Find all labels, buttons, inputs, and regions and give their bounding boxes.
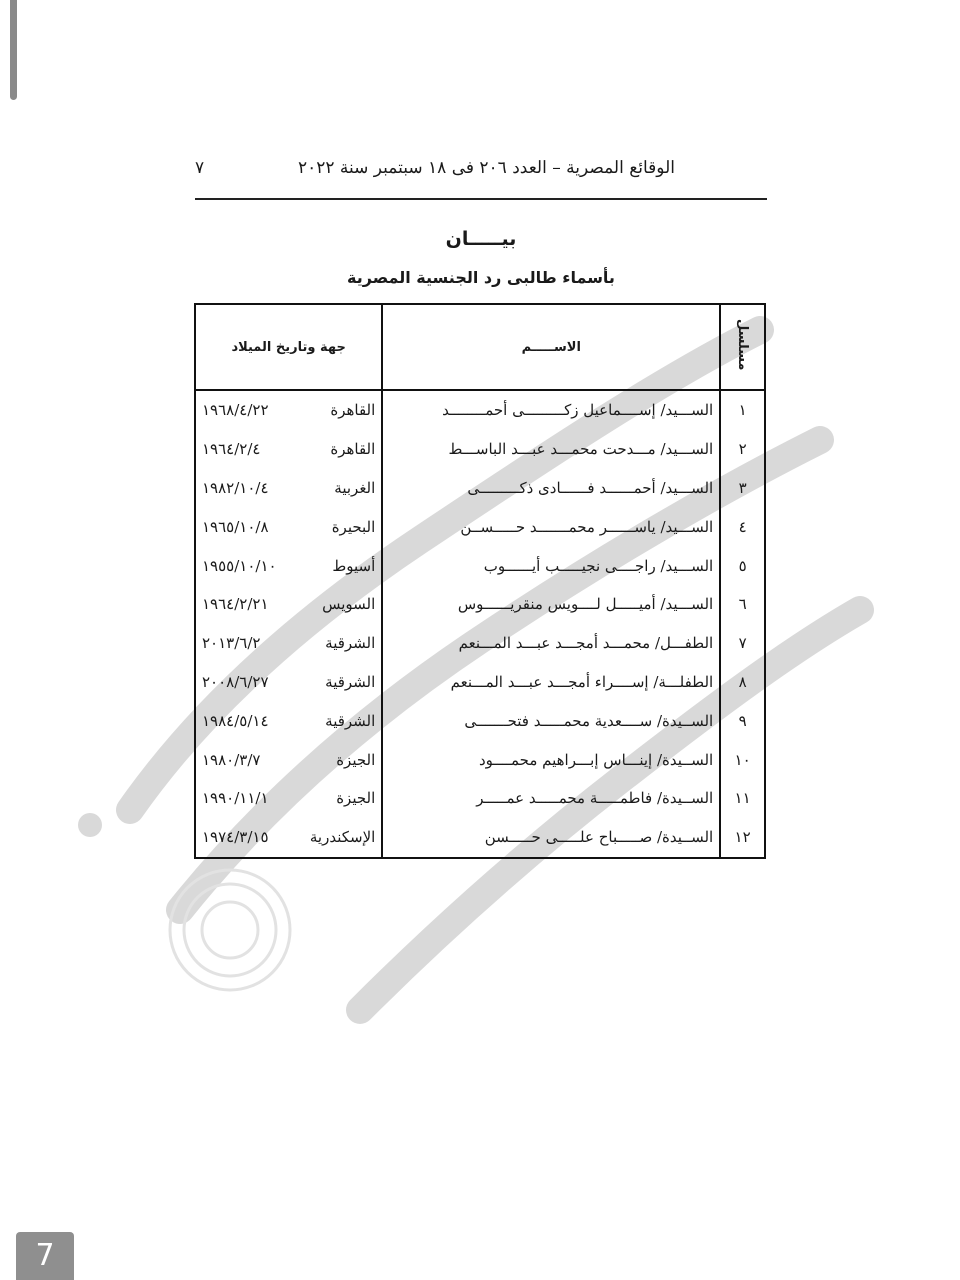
birth-cell [195, 663, 382, 702]
serial-cell: ٩ [720, 701, 765, 740]
table-row [195, 585, 765, 624]
name-cell: الطفلـــة/ إســــراء أمجـــد عبـــد المـــنعم [382, 663, 720, 702]
birth-date: ١٩٨٢/١٠/٤ [202, 478, 269, 497]
name-cell: الســـيد/ ياســــــر محمـــــــد حـــــســن [382, 507, 720, 546]
table-header-row [195, 304, 765, 390]
birth-date: ١٩٨٠/٣/٧ [202, 750, 261, 769]
birth-date: ١٩٦٥/١٠/٨ [202, 517, 269, 536]
serial-cell: ٨ [720, 663, 765, 702]
birth-date: ١٩٥٥/١٠/١٠ [202, 556, 277, 575]
serial-cell: ١٠ [720, 740, 765, 779]
birth-cell [195, 624, 382, 663]
birth-place: الجيزة [336, 789, 376, 808]
birth-date: ٢٠٠٨/٦/٢٧ [202, 672, 269, 691]
table-row [195, 663, 765, 702]
name-cell: الطفـــل/ محمـــد أمجـــد عبـــد المـــنعم [382, 624, 720, 663]
name-cell: الســيدة/ فاطمـــــة محمـــــد عمـــــر [382, 779, 720, 818]
table-row [195, 430, 765, 469]
birth-date: ١٩٦٤/٢/٢١ [202, 595, 269, 614]
page-header [195, 158, 765, 186]
birth-place: الغربية [334, 478, 376, 497]
serial-cell: ١٢ [720, 818, 765, 858]
birth-date: ١٩٧٤/٣/١٥ [202, 828, 269, 847]
birth-date: ١٩٦٤/٢/٤ [202, 440, 261, 459]
birth-cell [195, 818, 382, 858]
table-row [195, 701, 765, 740]
document-subheading: بأسماء طالبى رد الجنسية المصرية [347, 268, 615, 287]
birth-date: ٢٠١٣/٦/٢ [202, 634, 261, 653]
name-cell: الســـيد/ أحمــــــد فــــــادى ذكـــــــــى [382, 469, 720, 508]
name-cell: الســـيد/ إســــماعيل زكـــــــــى أحمــــــــد [382, 390, 720, 430]
name-cell: الســيدة/ ســــعدية محمـــــد فتحـــــــى [382, 701, 720, 740]
birth-date: ١٩٨٤/٥/١٤ [202, 711, 269, 730]
birth-place: الإسكندرية [309, 828, 376, 847]
table-row [195, 740, 765, 779]
birth-cell [195, 507, 382, 546]
serial-cell: ٣ [720, 469, 765, 508]
birth-place: أسيوط [332, 556, 376, 575]
birth-place: الشرقية [325, 711, 376, 730]
serial-cell: ١١ [720, 779, 765, 818]
serial-cell: ٧ [720, 624, 765, 663]
header-name: الاســـــم [382, 304, 720, 390]
birth-cell [195, 469, 382, 508]
table-row [195, 507, 765, 546]
birth-cell [195, 585, 382, 624]
birth-cell [195, 701, 382, 740]
table-row [195, 818, 765, 858]
table-row [195, 779, 765, 818]
header-page-number: ٧ [195, 158, 205, 178]
serial-cell: ٦ [720, 585, 765, 624]
applicants-table [194, 303, 766, 859]
name-cell: الســـيد/ أميـــــل لــــويس منقريــــــوس [382, 585, 720, 624]
table-row [195, 546, 765, 585]
birth-place: الجيزة [336, 750, 376, 769]
birth-place: الشرقية [325, 672, 376, 691]
birth-date: ١٩٩٠/١١/١ [202, 789, 269, 808]
birth-place: القاهرة [330, 440, 376, 459]
scrollbar-edge [10, 0, 17, 100]
table-row [195, 624, 765, 663]
birth-cell [195, 740, 382, 779]
birth-cell [195, 779, 382, 818]
header-serial: مسلسل [720, 304, 765, 390]
header-birth: جهة وتاريخ الميلاد [195, 304, 382, 390]
birth-place: الشرقية [325, 634, 376, 653]
document-heading: بيـــــان [445, 228, 517, 250]
serial-cell: ٥ [720, 546, 765, 585]
header-title: الوقائع المصرية – العدد ٢٠٦ فى ١٨ سبتمبر سنة ٢٠٢٢ [297, 158, 675, 178]
birth-cell [195, 390, 382, 430]
birth-cell [195, 546, 382, 585]
header-divider [195, 198, 767, 200]
viewer-page-indicator: 7 [16, 1232, 74, 1280]
birth-place: القاهرة [330, 401, 376, 420]
name-cell: الســيدة/ صـــــباح علـــــى حـــــسن [382, 818, 720, 858]
table-body [195, 390, 765, 858]
birth-date: ١٩٦٨/٤/٢٢ [202, 401, 269, 420]
birth-place: البحيرة [331, 517, 376, 536]
name-cell: الســـيد/ مـــدحت محمـــد عبـــد الباســـط [382, 430, 720, 469]
name-cell: الســـيد/ راجــــى نجيـــــب أيــــــوب [382, 546, 720, 585]
birth-cell [195, 430, 382, 469]
serial-cell: ١ [720, 390, 765, 430]
table-row [195, 469, 765, 508]
name-cell: الســيدة/ إينـــاس إبـــراهيم محمــــود [382, 740, 720, 779]
serial-cell: ٢ [720, 430, 765, 469]
table-row [195, 390, 765, 430]
birth-place: السويس [322, 595, 376, 614]
serial-cell: ٤ [720, 507, 765, 546]
